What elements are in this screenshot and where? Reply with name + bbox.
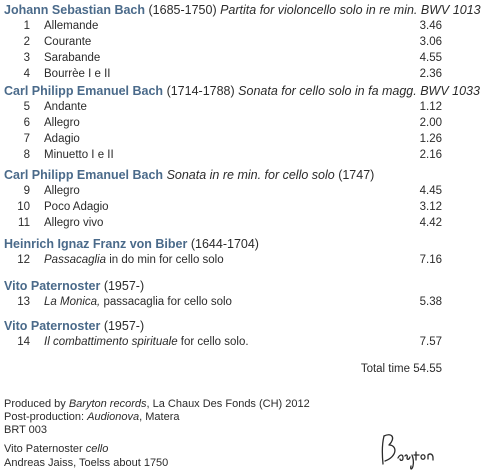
track-row — [4, 99, 442, 115]
track-number: 8 — [23, 149, 30, 161]
track-row — [4, 183, 442, 199]
track-title: Poco Adagio — [44, 201, 109, 213]
track-title-italic: Il combattimento spirituale — [44, 336, 178, 348]
track-row — [4, 34, 442, 50]
track-number: 14 — [17, 336, 30, 348]
baryton-logo — [376, 428, 442, 472]
track-title: Bourrèe I e II — [44, 68, 111, 80]
work-title: Partita for violoncello solo in re min. BWV 1013 — [220, 3, 481, 17]
work-date: (1747) — [338, 168, 375, 182]
label-name: Baryton records — [68, 398, 147, 410]
composer-name: Heinrich Ignaz Franz von Biber — [4, 237, 188, 251]
track-duration: 4.55 — [419, 52, 442, 64]
track-number: 3 — [23, 52, 30, 64]
track-number: 11 — [18, 217, 30, 229]
track-title — [44, 334, 249, 350]
section-bach-partita — [4, 2, 481, 82]
section-paternoster-monica — [4, 278, 442, 310]
production-credits — [4, 398, 310, 437]
track-title: Sarabande — [44, 52, 101, 64]
track-number: 4 — [23, 68, 30, 80]
track-title-rest: in do min for cello solo — [106, 254, 224, 266]
post-rest: , Matera — [139, 411, 180, 423]
composer-name: Vito Paternoster — [4, 279, 101, 293]
track-title: Adagio — [44, 133, 80, 145]
catalog-number: BRT 003 — [4, 424, 48, 436]
post-production-line — [4, 411, 310, 424]
section-paternoster-combattimento — [4, 318, 442, 350]
composer-dates: (1957-) — [103, 319, 145, 333]
produced-rest: , La Chaux Des Fonds (CH) 2012 — [146, 398, 310, 410]
composer-name: Vito Paternoster — [4, 319, 101, 333]
track-row — [4, 215, 442, 231]
performer-role: cello — [85, 443, 109, 455]
track-duration: 4.42 — [419, 217, 442, 229]
total-time: Total time 54.55 — [360, 363, 442, 375]
composer-dates: (1685-1750) — [148, 3, 217, 17]
composer-dates: (1957-) — [103, 279, 145, 293]
track-title — [44, 252, 224, 268]
track-duration: 2.36 — [419, 68, 442, 80]
track-row — [4, 115, 442, 131]
section-cpe-bach-sonata-fa — [4, 83, 480, 163]
track-duration: 5.38 — [419, 296, 442, 308]
track-row — [4, 131, 442, 147]
performer-line — [4, 442, 168, 456]
composer-dates: (1714-1788) — [166, 84, 235, 98]
track-number: 9 — [23, 185, 30, 197]
track-duration: 3.12 — [419, 201, 442, 213]
track-number: 10 — [17, 201, 30, 213]
track-number: 13 — [17, 296, 30, 308]
track-title-italic: Passacaglia — [44, 254, 107, 266]
section-header — [4, 278, 442, 294]
composer-name: Carl Philipp Emanuel Bach — [4, 168, 164, 182]
post-prefix: Post-production: — [4, 411, 88, 423]
composer-dates: (1644-1704) — [190, 237, 259, 251]
track-row — [4, 50, 442, 66]
track-title-rest: passacaglia for cello solo — [100, 296, 232, 308]
track-row — [4, 147, 442, 163]
track-duration: 2.16 — [419, 149, 442, 161]
track-row — [4, 66, 442, 82]
produced-line — [4, 398, 310, 411]
work-title: Sonata in re min. for cello solo — [166, 168, 335, 182]
track-duration: 2.00 — [419, 117, 442, 129]
track-row — [4, 18, 442, 34]
track-duration: 7.16 — [419, 254, 442, 266]
track-number: 1 — [23, 20, 30, 32]
composer-name: Johann Sebastian Bach — [4, 3, 146, 17]
track-row — [4, 252, 442, 268]
performer-credits — [4, 442, 168, 470]
track-number: 5 — [23, 101, 30, 113]
track-title: Courante — [44, 36, 92, 48]
track-number: 12 — [17, 254, 30, 266]
track-duration: 3.06 — [419, 36, 442, 48]
track-title-italic: La Monica, — [44, 296, 101, 308]
track-number: 2 — [23, 36, 30, 48]
track-title: Minuetto I e II — [44, 149, 114, 161]
track-number: 7 — [23, 133, 30, 145]
section-header — [4, 236, 442, 252]
track-title: Andante — [44, 101, 87, 113]
track-title: Allemande — [44, 20, 99, 32]
track-duration: 7.57 — [419, 336, 442, 348]
section-header — [4, 83, 480, 99]
section-header — [4, 2, 481, 18]
section-header — [4, 318, 442, 334]
produced-prefix: Produced by — [4, 398, 69, 410]
track-duration: 3.46 — [419, 20, 442, 32]
track-duration: 1.12 — [419, 101, 442, 113]
performer-name: Vito Paternoster — [4, 443, 83, 455]
track-number: 6 — [23, 117, 30, 129]
section-biber — [4, 236, 442, 268]
track-title-rest: for cello solo. — [177, 336, 249, 348]
composer-name: Carl Philipp Emanuel Bach — [4, 84, 164, 98]
track-duration: 1.26 — [419, 133, 442, 145]
track-title: Allegro — [44, 117, 80, 129]
section-cpe-bach-sonata-re — [4, 167, 442, 231]
track-row — [4, 199, 442, 215]
track-row — [4, 334, 442, 350]
track-title — [44, 294, 232, 310]
track-row — [4, 294, 442, 310]
post-studio: Audionova — [87, 411, 140, 423]
track-title: Allegro — [44, 185, 80, 197]
work-title: Sonata for cello solo in fa magg. BWV 1033 — [238, 84, 480, 98]
track-title: Allegro vivo — [44, 217, 104, 229]
instrument-info: Andreas Jaiss, Toelss about 1750 — [4, 457, 169, 469]
track-duration: 4.45 — [419, 185, 442, 197]
section-header — [4, 167, 442, 183]
